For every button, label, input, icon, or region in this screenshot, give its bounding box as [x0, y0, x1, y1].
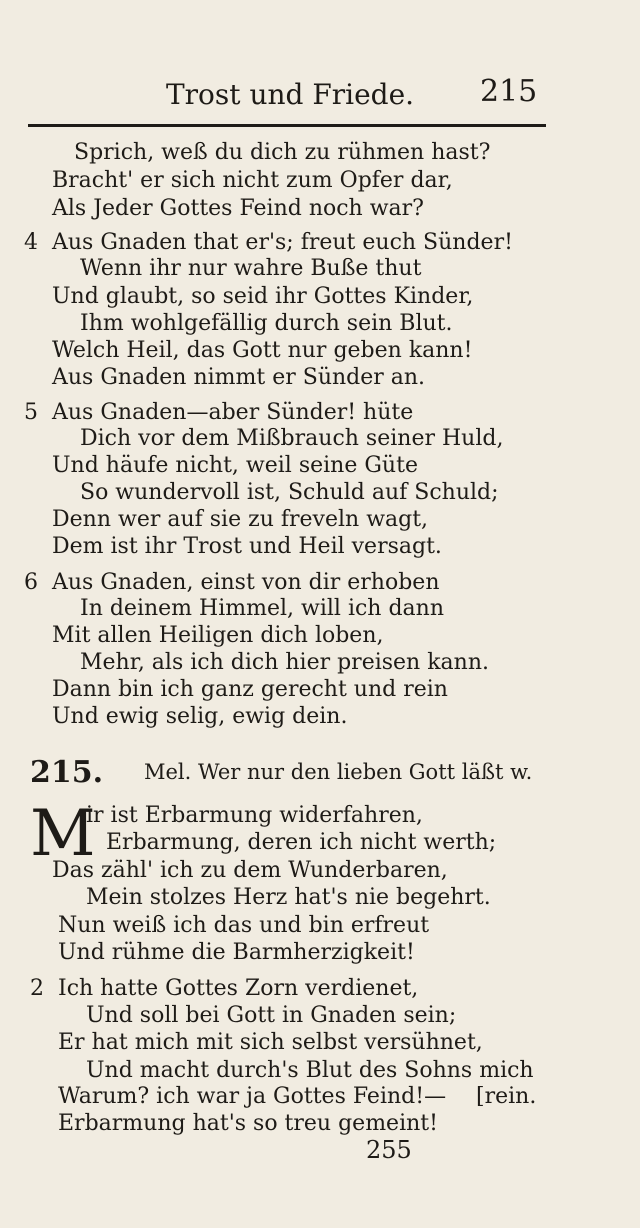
footer-page-number: 255: [366, 1136, 412, 1164]
verse-line: Bracht' er sich nicht zum Opfer dar,: [52, 168, 453, 193]
verse-line: Dich vor dem Mißbrauch seiner Huld,: [80, 426, 504, 451]
verse-line: So wundervoll ist, Schuld auf Schuld;: [80, 480, 499, 505]
verse-line: Erbarmung, deren ich nicht werth;: [106, 830, 497, 855]
verse-line: Warum? ich war ja Gottes Feind!—: [58, 1084, 447, 1109]
verse-line: Erbarmung hat's so treu gemeint!: [58, 1111, 438, 1136]
verse-line: Und macht durch's Blut des Sohns mich: [86, 1058, 534, 1083]
verse-line: In deinem Himmel, will ich dann: [80, 596, 445, 621]
verse-line: Denn wer auf sie zu freveln wagt,: [52, 507, 429, 532]
verse-line: Und soll bei Gott in Gnaden sein;: [86, 1003, 457, 1028]
header-title: Trost und Friede.: [166, 78, 415, 111]
verse-line: Wenn ihr nur wahre Buße thut: [80, 256, 422, 281]
verse-line: Aus Gnaden—aber Sünder! hüte: [52, 400, 414, 425]
verse-line: Ich hatte Gottes Zorn verdienet,: [58, 976, 419, 1001]
verse-line: Als Jeder Gottes Feind noch war?: [52, 196, 424, 221]
page-number: 215: [480, 74, 538, 109]
verse-number: 2: [30, 976, 44, 1001]
drop-cap: M: [30, 797, 96, 871]
verse-line: Sprich, weß du dich zu rühmen hast?: [74, 140, 491, 165]
verse-line: Mit allen Heiligen dich loben,: [52, 623, 384, 648]
header-rule: [28, 124, 546, 127]
verse-line: Welch Heil, das Gott nur geben kann!: [52, 338, 473, 363]
verse-line: Dann bin ich ganz gerecht und rein: [52, 677, 448, 702]
hymn-number: 215.: [30, 755, 104, 790]
verse-number: 4: [24, 230, 38, 255]
verse-line: ir ist Erbarmung widerfahren,: [86, 803, 423, 828]
verse-line: Ihm wohlgefällig durch sein Blut.: [80, 311, 453, 336]
melody-reference: Mel. Wer nur den lieben Gott läßt w.: [144, 760, 533, 784]
verse-line: Dem ist ihr Trost und Heil versagt.: [52, 534, 442, 559]
verse-line: Nun weiß ich das und bin erfreut: [58, 913, 430, 938]
verse-line: Aus Gnaden, einst von dir erhoben: [52, 570, 440, 595]
verse-line: Und häufe nicht, weil seine Güte: [52, 453, 418, 478]
verse-line: Mehr, als ich dich hier preisen kann.: [80, 650, 489, 675]
verse-number: 5: [24, 400, 38, 425]
verse-line: Mein stolzes Herz hat's nie begehrt.: [86, 885, 491, 910]
verse-line: Das zähl' ich zu dem Wunderbaren,: [52, 858, 448, 883]
verse-line: Und glaubt, so seid ihr Gottes Kinder,: [52, 284, 474, 309]
verse-line: Und rühme die Barmherzigkeit!: [58, 940, 415, 965]
verse-line: Er hat mich mit sich selbst versühnet,: [58, 1030, 483, 1055]
verse-line: Und ewig selig, ewig dein.: [52, 704, 348, 729]
verse-line: Aus Gnaden nimmt er Sünder an.: [52, 365, 426, 390]
turnover-bracket: [rein.: [476, 1084, 537, 1109]
verse-line: Aus Gnaden that er's; freut euch Sünder!: [52, 230, 513, 255]
verse-number: 6: [24, 570, 38, 595]
